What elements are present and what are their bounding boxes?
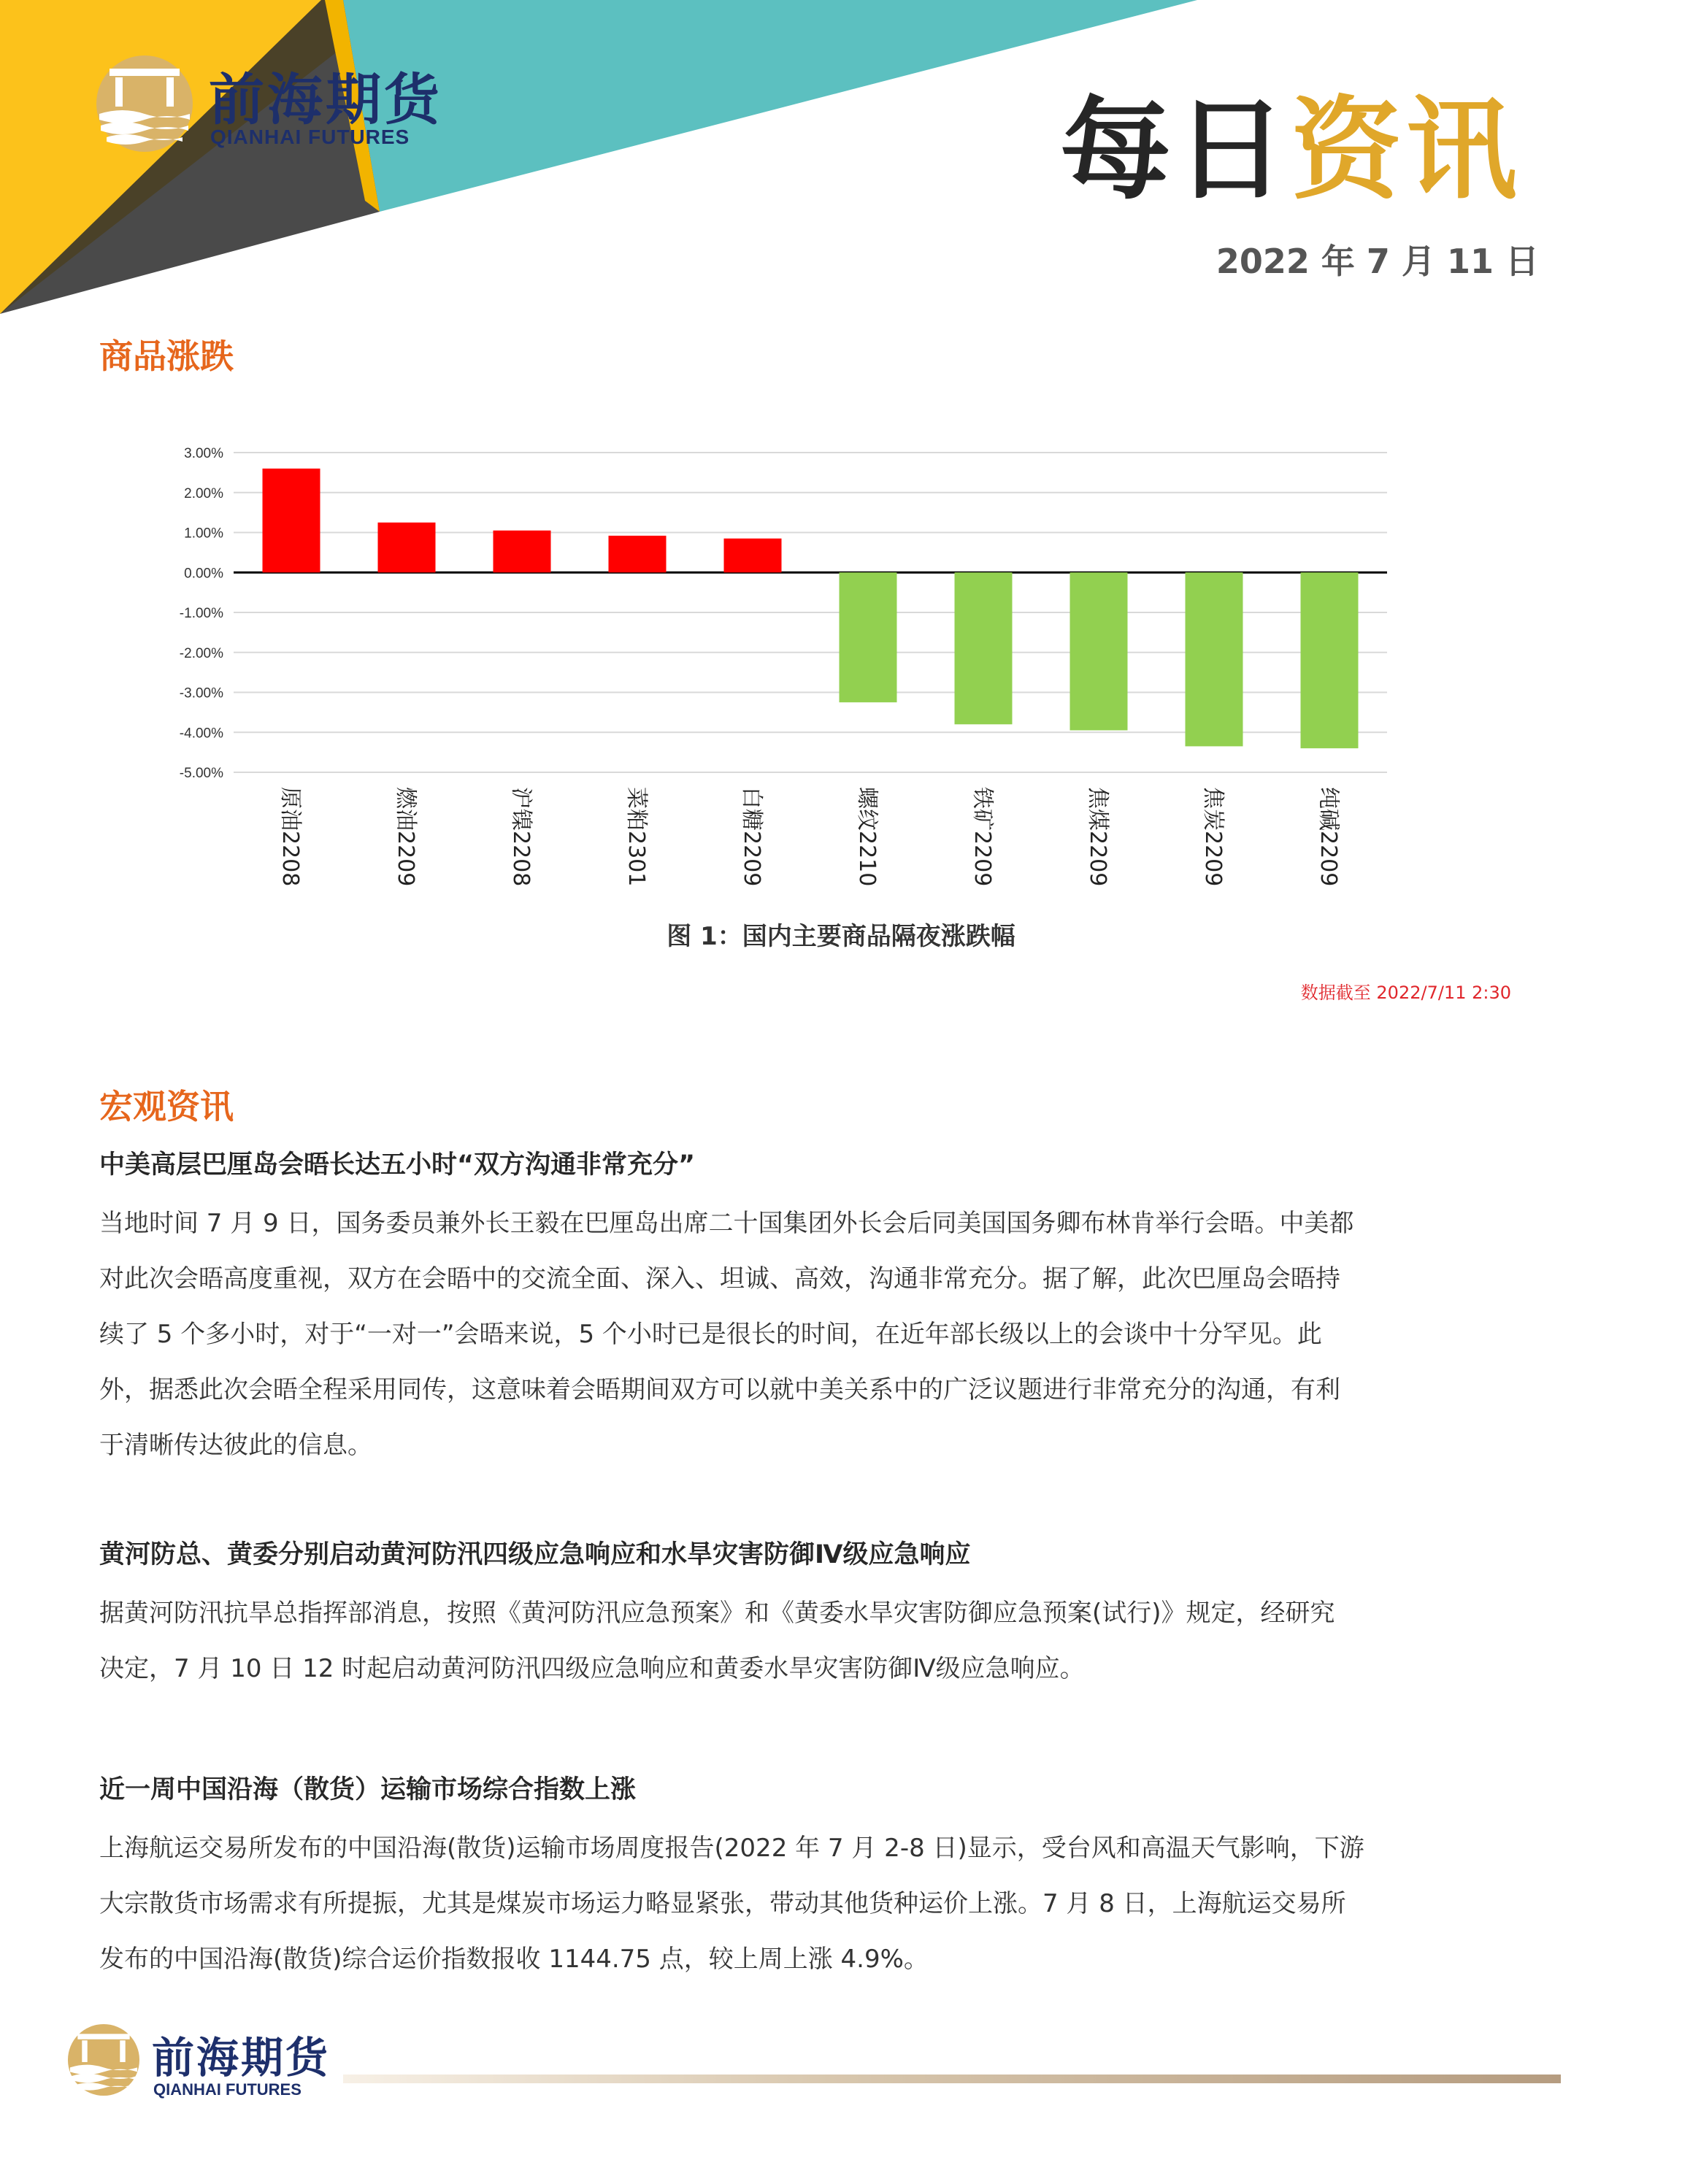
- y-tick-label: -4.00%: [179, 726, 223, 742]
- bar: [378, 523, 436, 572]
- x-category-label: 螺纹2210: [854, 787, 880, 887]
- y-tick-label: -3.00%: [179, 685, 223, 701]
- document-title: [1060, 85, 1521, 215]
- bar: [494, 531, 551, 572]
- news-line: 大宗散货市场需求有所提振，尤其是煤炭市场运力略显紧张，带动其他货种运价上涨。7 月 8 日，上海航运交易所: [99, 1889, 1346, 1918]
- x-category-label: 焦煤2209: [1085, 787, 1110, 887]
- news-title-1: 中美高层巴厘岛会晤长达五小时“双方沟通非常充分”: [99, 1150, 696, 1180]
- brand-name-cn: 前海期货: [209, 67, 442, 132]
- x-category-label: 白糖2209: [739, 787, 764, 887]
- title-part-2: 资讯: [1291, 85, 1521, 215]
- news-line: 据黄河防汛抗旱总指挥部消息，按照《黄河防汛应急预案》和《黄委水旱灾害防御应急预案(试行)》规定，经研究: [99, 1599, 1335, 1628]
- y-tick-label: 0.00%: [184, 566, 223, 582]
- x-category-label: 原油2208: [277, 787, 303, 887]
- x-category-label: 燃油2209: [393, 787, 418, 887]
- qianhai-emblem-icon: [93, 53, 196, 155]
- news-line: 当地时间 7 月 9 日，国务委员兼外长王毅在巴厘岛出席二十国集团外长会后同美国国务卿布林肯举行会晤。中美都: [99, 1209, 1354, 1238]
- news-line: 上海航运交易所发布的中国沿海(散货)运输市场周度报告(2022 年 7 月 2-8 日)显示，受台风和高温天气影响，下游: [99, 1834, 1364, 1863]
- news-title-2: 黄河防总、黄委分别启动黄河防汛四级应急响应和水旱灾害防御Ⅳ级应急响应: [99, 1540, 971, 1569]
- news-title-3: 近一周中国沿海（散货）运输市场综合指数上涨: [99, 1775, 637, 1804]
- y-tick-label: 1.00%: [184, 526, 223, 542]
- bar: [1186, 572, 1243, 746]
- y-tick-label: -2.00%: [179, 645, 223, 661]
- x-category-label: 纯碱2209: [1316, 787, 1341, 887]
- news-line: 于清晰传达彼此的信息。: [99, 1431, 372, 1460]
- news-body-2: [99, 1585, 1530, 1696]
- bar: [263, 469, 320, 572]
- y-tick-label: -1.00%: [179, 606, 223, 621]
- bar: [840, 572, 897, 702]
- figure-caption: 图 1：国内主要商品隔夜涨跌幅: [667, 922, 1015, 951]
- brand-logo: [93, 53, 473, 162]
- bar: [1301, 572, 1359, 748]
- x-category-label: 焦炭2209: [1200, 787, 1226, 887]
- news-body-1: [99, 1196, 1530, 1473]
- bar: [724, 539, 782, 573]
- footer-logo: [66, 2022, 372, 2117]
- footer-brand-name-cn: 前海期货: [152, 2033, 331, 2083]
- x-category-label: 菜粕2301: [623, 787, 649, 887]
- y-tick-label: 3.00%: [184, 446, 223, 461]
- y-tick-label: 2.00%: [184, 485, 223, 501]
- commodity-change-chart: [146, 431, 1402, 898]
- x-category-label: 沪镍2208: [508, 787, 534, 887]
- news-body-3: [99, 1820, 1530, 1987]
- y-tick-label: -5.00%: [179, 766, 223, 781]
- section-heading-macro: 宏观资讯: [99, 1087, 234, 1126]
- bar: [955, 572, 1013, 724]
- title-part-1: 每日: [1060, 85, 1291, 215]
- news-line: 发布的中国沿海(散货)综合运价指数报收 1144.75 点，较上周上涨 4.9%。: [99, 1945, 929, 1974]
- qianhai-emblem-icon: [66, 2022, 142, 2098]
- news-line: 外，据悉此次会晤全程采用同传，这意味着会晤期间双方可以就中美关系中的广泛议题进行非常充分的沟通，有利: [99, 1375, 1340, 1404]
- x-category-label: 铁矿2209: [969, 787, 995, 887]
- news-line: 对此次会晤高度重视，双方在会晤中的交流全面、深入、坦诚、高效，沟通非常充分。据了解，此次巴厘岛会晤持: [99, 1264, 1340, 1293]
- footer-divider: [343, 2075, 1561, 2083]
- footer-brand-name-en: QIANHAI FUTURES: [153, 2080, 302, 2099]
- data-timestamp-note: 数据截至 2022/7/11 2:30: [1300, 983, 1511, 1003]
- bar: [1070, 572, 1128, 730]
- bar: [609, 536, 667, 572]
- section-heading-commodity: 商品涨跌: [99, 337, 234, 376]
- brand-name-en: QIANHAI FUTURES: [210, 126, 410, 148]
- news-line: 决定，7 月 10 日 12 时起启动黄河防汛四级应急响应和黄委水旱灾害防御Ⅳ级应急响应。: [99, 1654, 1085, 1683]
- document-date: 2022 年 7 月 11 日: [1216, 242, 1539, 281]
- news-line: 续了 5 个多小时，对于“一对一”会晤来说，5 个小时已是很长的时间，在近年部长级以上的会谈中十分罕见。此: [99, 1320, 1322, 1349]
